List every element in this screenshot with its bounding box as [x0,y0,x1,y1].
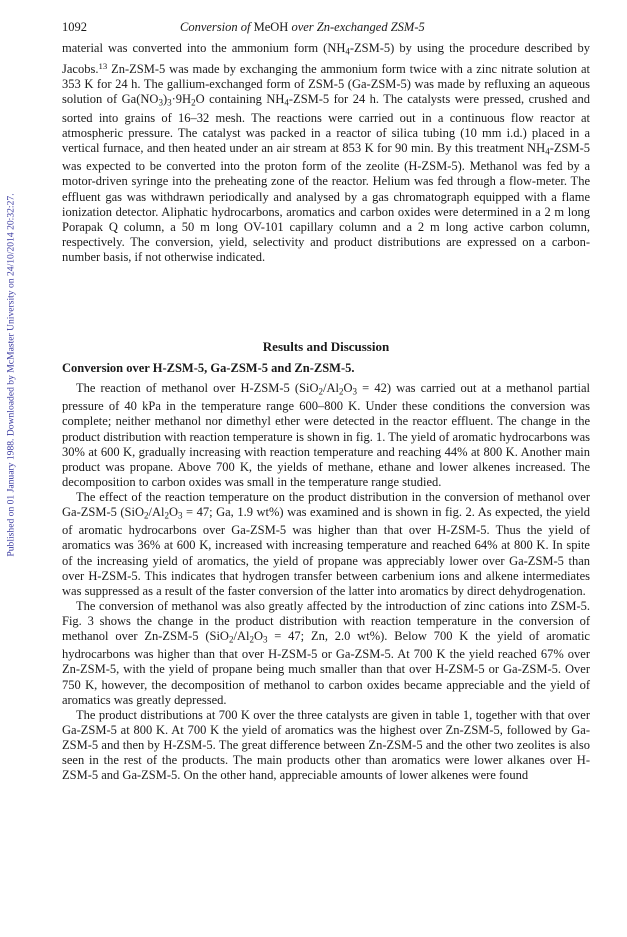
subscript: 2 [144,510,149,521]
running-title-suffix: over Zn-exchanged ZSM-5 [288,20,425,34]
text-run: = 42) was carried out at a methanol partial pressure of 40 kPa in the temperature range 600–800 K. Under these conditions the conversion was complete; neither methanol nor dimethyl ether were detected in the reactor effluent. The change in the product distribution with reaction temperature is shown in fig. 1. The yield of aromatic hydrocarbons was 30% at 600 K, gradually increasing with reaction temperature and reaching 44% at 800 K. Another main product was propane. Above 700 K, the yields of methane, ethane and lower alkenes increased. The decomposition to carbon oxides was small in the temperature range studied. [62,381,590,489]
text-run: = 47; Zn, 2.0 wt%). Below 700 K the yield of aromatic hydrocarbons was higher than that over H-ZSM-5 or Ga-ZSM-5. At 700 K the yield reached 67% over Zn-ZSM-5, with the yield of propane being much smaller than that over H-ZSM-5 or Ga-ZSM-5. Over 750 K, however, the decomposition of methanol to carbon oxides became appreciable and the yield of aromatics was greatly depressed. [62,629,590,707]
results-body [62,381,590,783]
text-run: The reaction of methanol over H-ZSM-5 (SiO [76,381,319,395]
text-run: /Al [323,381,339,395]
running-title [180,20,425,35]
subscript: 3 [167,97,172,108]
subscript: 4 [284,97,289,108]
running-title-prefix: Conversion of [180,20,254,34]
text-run: O [343,381,353,395]
subscript: 2 [249,634,254,645]
paragraph-product-distribution: The product distributions at 700 K over the three catalysts are given in table 1, together with that over Ga-ZSM-5 at 800 K. At 700 K the yield of aromatics was the highest over Zn-ZSM-5, followed by Ga-ZSM-5 and then by H-ZSM-5. The great difference between Zn-ZSM-5 and the other two zeolites is also seen in the rest of the products. The main products other than aromatics were lower alkanes over H-ZSM-5 and Ga-ZSM-5. On the other hand, appreciable amounts of lower alkenes were found [62,707,590,783]
text-run: The effect of the reaction temperature on the product distribution in the conversion of methanol over Ga-ZSM-5 (SiO [62,489,590,519]
text-run: /Al [233,629,250,643]
subscript: 2 [191,97,196,108]
reference-marker: 13 [98,61,108,72]
subscript: 3 [262,634,268,645]
text-run: -ZSM-5) by using the procedure described by Jacobs. [62,41,590,77]
text-run: Zn-ZSM-5 was made by exchanging the ammonium form twice with a zinc nitrate solution at 353 K for 24 h. The gallium-exchanged form of ZSM-5 (Ga-ZSM-5) was made by refluxing an aqueous solution of Ga(NO [62,62,590,107]
page-number: 1092 [62,20,87,34]
subscript: 3 [352,386,358,397]
text-run: O [253,629,263,643]
text-run: -ZSM-5 for 24 h. The catalysts were pressed, crushed and sorted into grains of 16–32 mesh. The reactions were carried out in a continuous flow reactor at atmospheric pressure. The catalyst was packed in a reactor of silica tubing (10 mm i.d.) placed in a vertical furnace, and then heated under an air stream at 853 K for 90 min. By this treatment NH [62,92,590,155]
subscript: 3 [178,510,183,521]
download-watermark [2,140,20,610]
subscript: 2 [228,634,234,645]
download-notice: Published on 01 January 1988. Downloaded by McMaster University on 24/10/2014 20:32:27. [5,193,17,557]
text-run: ) [162,92,168,107]
subscript: 2 [338,386,344,397]
subsection-heading: Conversion over H-ZSM-5, Ga-ZSM-5 and Zn-ZSM-5. [62,361,355,375]
experimental-paragraph [62,41,590,265]
text-run: = 47; Ga, 1.9 wt%) was examined and is shown in fig. 2. As expected, the yield of aromatic hydrocarbons over Ga-ZSM-5 was higher than that over H-ZSM-5. Thus the yield of aromatics was 36% at 600 K, increased with increasing temperature and reached 64% at 800 K. In spite of the increasing yield of aromatics, the yield of propane was appreciably lower over Ga-ZSM-5 than over H-ZSM-5. This indicates that hydrogen transfer between carbenium ions and alkene intermediates was suppressed as a result of the faster conversion of the latter into aromatics by direct dehydrogenation. [62,505,590,598]
text-run: material was converted into the ammonium form (NH [62,41,346,55]
text-run: O [168,505,179,519]
paragraph-ga-zsm5 [62,490,590,599]
subscript: 4 [545,146,550,157]
subscript: 2 [318,386,323,397]
section-heading: Results and Discussion [262,339,390,354]
text-run: /Al [148,505,165,519]
running-title-meoh: MeOH [253,20,289,34]
text-run: -ZSM-5 was expected to be converted into the proton form of the zeolite (H-ZSM-5). Methanol was fed by a motor-driven syringe into the preheating zone of the reactor. Helium was fed through a flow-meter. The effluent gas was withdrawn periodically and analysed by a gas chromatograph equipped with a flame ionization detector. Aliphatic hydrocarbons, aromatics and carbon oxides were determined in a 2 m long Porapak Q column, a 50 m long OV-101 capillary column and a 2 m long active carbon column, respectively. The conversion, yield, selectivity and product distributions are expressed on a carbon-number basis, if not otherwise indicated. [62,141,590,264]
experimental-text [62,41,590,265]
subscript: 2 [164,510,169,521]
paragraph-h-zsm5 [62,381,590,490]
paragraph-zn-zsm5 [62,599,590,708]
subscript: 3 [158,97,163,108]
subscript: 4 [345,46,350,57]
text-run: ·9H [171,92,192,107]
text-run: The conversion of methanol was also greatly affected by the introduction of zinc cations into ZSM-5. Fig. 3 shows the change in the product distribution with reaction temperature in the conversion of methanol over Zn-ZSM-5 (SiO [62,598,590,643]
text-run: O containing NH [195,92,285,107]
